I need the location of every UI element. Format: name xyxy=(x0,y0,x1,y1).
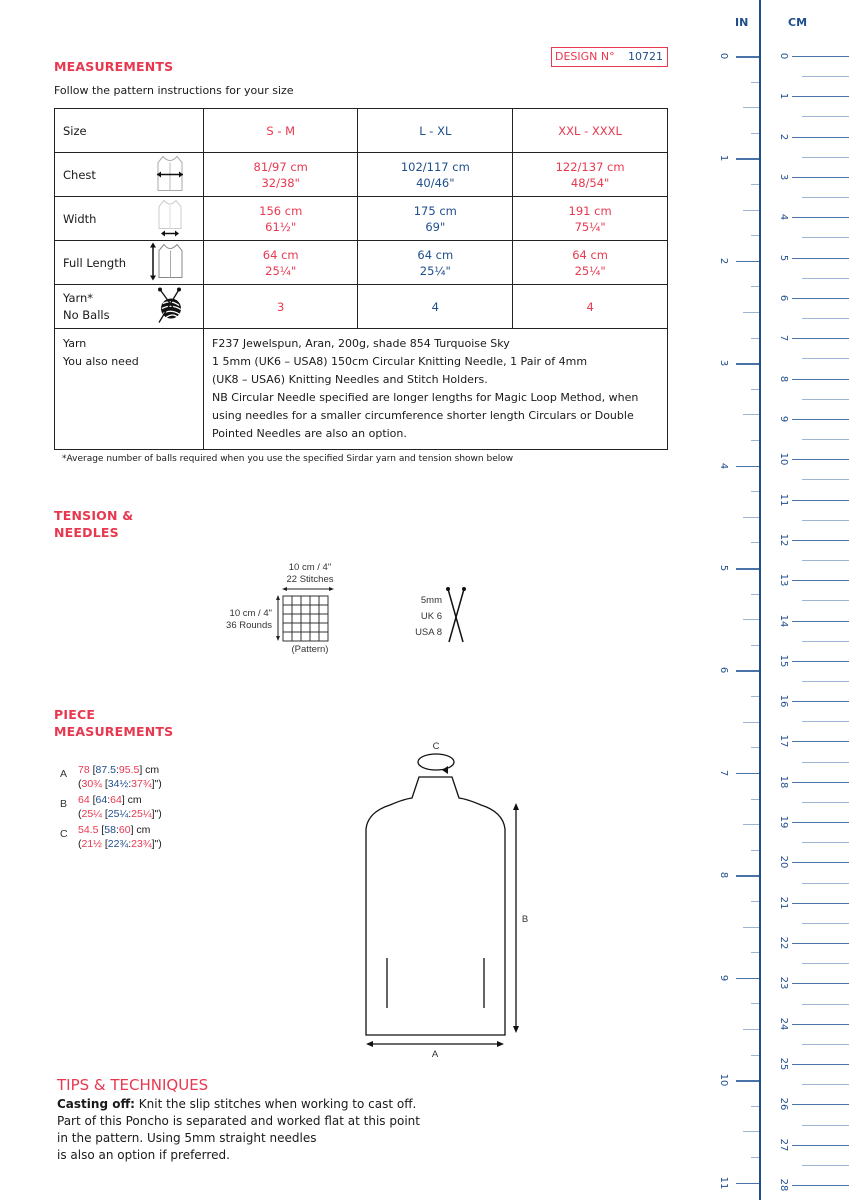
ruler-cm-number: 17 xyxy=(778,735,789,748)
garment-length-icon xyxy=(149,241,185,284)
ruler-cm-tick xyxy=(792,741,849,742)
ruler-cm-tick xyxy=(792,177,849,178)
design-number-label: DESIGN N° xyxy=(555,50,615,63)
piece-heading-line1: PIECE xyxy=(54,707,96,722)
ruler-half-cm-tick xyxy=(802,116,849,117)
ruler-inch-subtick xyxy=(743,927,759,928)
ruler-cm-number: 3 xyxy=(778,173,789,181)
ruler-cm-number: 27 xyxy=(778,1138,789,1152)
ruler-cm-number: 2 xyxy=(778,133,789,140)
tension-width-measure: 10 cm / 4" xyxy=(288,562,332,573)
measurements-intro: Follow the pattern instructions for your size xyxy=(54,84,294,97)
ruler-inch-tick xyxy=(736,56,759,58)
ruler-inch-number: 0 xyxy=(718,52,729,60)
ruler-inch-subtick xyxy=(751,491,759,492)
also-need-label: You also need xyxy=(63,355,139,368)
ruler-cm-number: 18 xyxy=(778,775,789,789)
ruler-cm-number: 0 xyxy=(778,52,789,60)
in-mid: 22¾ xyxy=(107,837,129,850)
yarn-balls-label: Yarn* xyxy=(63,290,94,305)
ruler-cm-number: 20 xyxy=(778,856,789,869)
ruler-inch-subtick xyxy=(751,1157,759,1158)
table-row-chest xyxy=(55,153,668,197)
length-xxl-cm: 64 cm xyxy=(572,247,609,262)
tips-line: in the pattern. Using 5mm straight needles xyxy=(57,1131,317,1145)
width-s-m-in: 61½" xyxy=(265,219,297,234)
ruler-inch-subtick xyxy=(751,235,759,236)
ruler-inch-tick xyxy=(736,363,759,365)
measurements-table xyxy=(54,108,668,450)
ruler-inch-subtick xyxy=(751,799,759,800)
ruler-cm-tick xyxy=(792,56,849,57)
ruler-inch-tick xyxy=(736,978,759,980)
yarn-value: F237 Jewelspun, Aran, 200g, shade 854 Turquoise Sky xyxy=(212,337,510,350)
ruler-inch-subtick xyxy=(751,1003,759,1004)
ruler-half-cm-tick xyxy=(802,318,849,319)
ruler-cm-tick xyxy=(792,217,849,218)
ruler-half-cm-tick xyxy=(802,197,849,198)
measurements-heading: MEASUREMENTS xyxy=(54,59,174,74)
ruler-cm-number: 1 xyxy=(778,93,789,100)
diagram-label-b: B xyxy=(521,914,529,925)
ruler-inch-number: 5 xyxy=(718,564,729,572)
design-number-value: 10721 xyxy=(628,50,663,63)
ruler-cm-tick xyxy=(792,379,849,380)
cm-mid: 64 xyxy=(95,794,108,806)
cm-mid: 87.5 xyxy=(95,764,116,776)
ruler-half-cm-tick xyxy=(802,520,849,521)
ruler-inch-subtick xyxy=(743,210,759,211)
tension-heading-line1: TENSION & xyxy=(54,508,134,523)
yarn-label: Yarn xyxy=(63,337,87,350)
length-l-xl-cm: 64 cm xyxy=(417,247,454,262)
table-row-full-length xyxy=(55,241,668,285)
ruler-cm-number: 13 xyxy=(778,573,789,587)
diagram-label-c: C xyxy=(432,741,440,752)
in-small: 21½ xyxy=(81,837,102,850)
cm-small: 54.5 xyxy=(78,824,99,836)
cm-large: 60 xyxy=(118,824,131,836)
length-l-xl-in: 25¼" xyxy=(419,263,451,278)
needle-size-mm: 5mm xyxy=(420,595,442,606)
ruler-inch-subtick xyxy=(751,542,759,543)
ruler-inch-number: 4 xyxy=(718,462,729,469)
yarn-balls-xxl: 4 xyxy=(513,285,668,329)
ruler-inch-tick xyxy=(736,773,759,775)
ruler-cm-number: 16 xyxy=(778,694,789,708)
chest-s-m-in: 32/38" xyxy=(261,175,300,190)
ruler-inch-number: 9 xyxy=(718,974,729,981)
ruler-half-cm-tick xyxy=(802,560,849,561)
ruler-cm-number: 14 xyxy=(778,614,789,627)
in-small: 25¼ xyxy=(81,807,102,820)
ruler-half-cm-tick xyxy=(802,358,849,359)
ruler-inch-subtick xyxy=(743,312,759,313)
ruler-inch-number: 6 xyxy=(718,667,729,674)
width-s-m-cm: 156 cm xyxy=(259,203,303,218)
ruler-half-cm-tick xyxy=(802,479,849,480)
ruler-inch-subtick xyxy=(751,901,759,902)
ruler-cm-number: 26 xyxy=(778,1097,789,1111)
ruler-inch-subtick xyxy=(751,696,759,697)
width-l-xl-in: 69" xyxy=(425,219,446,234)
needle-sizes xyxy=(406,593,442,641)
ruler-cm-tick xyxy=(792,661,849,662)
tension-pattern-label: (Pattern) xyxy=(291,644,329,655)
ruler-spine xyxy=(759,0,761,1200)
ruler-inch-number: 11 xyxy=(718,1176,729,1189)
ruler-cm-tick xyxy=(792,459,849,460)
ruler-inch-subtick xyxy=(751,747,759,748)
tips-line: Part of this Poncho is separated and worked flat at this point xyxy=(57,1114,420,1128)
piece-heading xyxy=(54,706,173,740)
length-s-m-in: 25¼" xyxy=(265,263,297,278)
piece-item-c: C 54.5 [58:60] cm (21½ [22¾:23¾]") xyxy=(60,824,162,850)
width-xxl-in: 75¼" xyxy=(574,219,606,234)
ruler-cm-tick xyxy=(792,782,849,783)
ruler-inch-number: 2 xyxy=(718,257,729,265)
ruler-cm-number: 10 xyxy=(778,452,789,466)
ruler-cm-tick xyxy=(792,822,849,823)
ruler-inch-label: IN xyxy=(735,16,749,29)
ruler-inch-subtick xyxy=(751,133,759,134)
ruler-cm-tick xyxy=(792,96,849,97)
ruler-half-cm-tick xyxy=(802,1004,849,1005)
knitting-needles-icon xyxy=(444,585,468,645)
width-xxl-cm: 191 cm xyxy=(568,203,612,218)
ruler-inch-tick xyxy=(736,466,759,468)
ruler-inch-subtick xyxy=(743,414,759,415)
ruler-half-cm-tick xyxy=(802,439,849,440)
yarn-balls-l-xl: 4 xyxy=(358,285,513,329)
tension-swatch-grid-icon xyxy=(274,585,340,643)
ruler-inch-number: 7 xyxy=(718,769,729,777)
ruler-inch-subtick xyxy=(751,1106,759,1107)
size-xxl-xxxl: XXL - XXXL xyxy=(513,109,668,153)
ruler-half-cm-tick xyxy=(802,157,849,158)
cm-mid: 58 xyxy=(104,824,116,836)
ruler-cm-number: 23 xyxy=(778,977,789,990)
ruler-inch-tick xyxy=(736,670,759,672)
ruler-cm-tick xyxy=(792,540,849,541)
table-row-yarn-balls xyxy=(55,285,668,329)
ruler-inch-subtick xyxy=(751,389,759,390)
width-l-xl-cm: 175 cm xyxy=(413,203,457,218)
tension-heading-line2: NEEDLES xyxy=(54,525,119,540)
yarn-ball-icon xyxy=(155,285,185,328)
ruler-cm-tick xyxy=(792,1104,849,1105)
ruler-cm-tick xyxy=(792,1064,849,1065)
chest-label: Chest xyxy=(63,167,96,182)
ruler-cm-number: 19 xyxy=(778,815,789,829)
ruler-cm-number: 28 xyxy=(778,1178,789,1192)
yarn-balls-s-m: 3 xyxy=(204,285,358,329)
needle-size-uk: UK 6 xyxy=(420,611,442,622)
ruler-inch-number: 1 xyxy=(718,155,729,162)
ruler-half-cm-tick xyxy=(802,278,849,279)
ruler-cm-tick xyxy=(792,1185,849,1186)
ruler-inch-subtick xyxy=(743,1029,759,1030)
ruler-inch-subtick xyxy=(751,338,759,339)
ruler-cm-tick xyxy=(792,298,849,299)
ruler-inch-subtick xyxy=(751,594,759,595)
ruler-half-cm-tick xyxy=(802,1084,849,1085)
ruler-half-cm-tick xyxy=(802,1044,849,1045)
in-large: 37¾ xyxy=(131,777,152,790)
ruler-half-cm-tick xyxy=(802,681,849,682)
ruler-half-cm-tick xyxy=(802,1165,849,1166)
table-row-size xyxy=(55,109,668,153)
ruler-half-cm-tick xyxy=(802,842,849,843)
in-large: 23¾ xyxy=(131,837,152,850)
in-mid: 25¼ xyxy=(107,807,129,820)
ruler-inch-number: 10 xyxy=(718,1073,729,1087)
size-s-m: S - M xyxy=(204,109,358,153)
ruler-cm-tick xyxy=(792,137,849,138)
footnote: *Average number of balls required when you use the specified Sirdar yarn and tension shown below xyxy=(62,454,514,464)
in-large: 25¼ xyxy=(131,807,152,820)
tips-line: Knit the slip stitches when working to cast off. xyxy=(134,1097,417,1111)
width-label: Width xyxy=(63,211,97,226)
piece-letter: B xyxy=(60,798,68,810)
ruler-half-cm-tick xyxy=(802,237,849,238)
ruler-inch-subtick xyxy=(743,107,759,108)
ruler-inch-number: 8 xyxy=(718,872,729,879)
ruler-inch-tick xyxy=(736,261,759,263)
ruler-half-cm-tick xyxy=(802,883,849,884)
also-need-line: 1 5mm (UK6 – USA8) 150cm Circular Knitting Needle, 1 Pair of 4mm xyxy=(212,355,588,368)
ruler-inch-subtick xyxy=(751,952,759,953)
ruler-cm-number: 4 xyxy=(778,214,789,221)
ruler-inch-subtick xyxy=(751,286,759,287)
ruler-half-cm-tick xyxy=(802,1125,849,1126)
ruler-cm-number: 8 xyxy=(778,375,789,382)
size-label: Size xyxy=(55,109,204,153)
ruler-half-cm-tick xyxy=(802,721,849,722)
ruler-cm-number: 11 xyxy=(778,493,789,506)
also-need-line: NB Circular Needle specified are longer lengths for Magic Loop Method, when xyxy=(212,391,639,404)
ruler-inch-subtick xyxy=(743,517,759,518)
no-balls-label: No Balls xyxy=(63,307,110,322)
ruler-half-cm-tick xyxy=(802,963,849,964)
length-xxl-in: 25¼" xyxy=(574,263,606,278)
ruler-inch-subtick xyxy=(751,82,759,83)
garment-chest-icon xyxy=(155,154,185,195)
ruler-cm-tick xyxy=(792,1024,849,1025)
cm-large: 64 xyxy=(110,794,122,806)
ruler-cm-tick xyxy=(792,500,849,501)
ruler-cm-tick xyxy=(792,580,849,581)
ruler-inch-tick xyxy=(736,875,759,877)
ruler-inch-subtick xyxy=(751,1055,759,1056)
ruler-cm-tick xyxy=(792,983,849,984)
ruler-inch-subtick xyxy=(743,619,759,620)
ruler-inch-tick xyxy=(736,568,759,570)
design-number-box xyxy=(551,47,668,67)
piece-letter: C xyxy=(60,828,68,840)
piece-item-a: A 78 [87.5:95.5] cm (30¾ [34½:37¾]") xyxy=(60,764,162,790)
poncho-schematic-diagram xyxy=(350,730,540,1070)
ruler-cm-number: 9 xyxy=(778,415,789,423)
tension-width-label xyxy=(270,562,350,586)
size-l-xl: L - XL xyxy=(358,109,513,153)
tips-heading: TIPS & TECHNIQUES xyxy=(57,1076,209,1094)
in-mid: 34½ xyxy=(107,777,129,790)
tension-height-measure: 10 cm / 4" xyxy=(229,608,272,619)
ruler-half-cm-tick xyxy=(802,600,849,601)
also-need-line: Pointed Needles are also an option. xyxy=(212,427,407,440)
tension-heading xyxy=(54,507,133,541)
ruler-cm-tick xyxy=(792,258,849,259)
needle-size-usa: USA 8 xyxy=(415,627,442,638)
tips-body xyxy=(57,1096,457,1164)
ruler-half-cm-tick xyxy=(802,76,849,77)
ruler-cm-number: 24 xyxy=(778,1017,789,1031)
piece-measurement-list xyxy=(60,764,162,854)
chest-xxl-cm: 122/137 cm xyxy=(555,159,625,174)
ruler-cm-tick xyxy=(792,621,849,622)
ruler-inch-subtick xyxy=(751,645,759,646)
full-length-label: Full Length xyxy=(63,255,126,270)
tension-rounds: 36 Rounds xyxy=(226,620,272,631)
garment-width-icon xyxy=(155,198,185,239)
ruler-inch-tick xyxy=(736,1080,759,1082)
chest-s-m-cm: 81/97 cm xyxy=(253,159,308,174)
tension-stitches: 22 Stitches xyxy=(286,574,334,585)
ruler-cm-tick xyxy=(792,903,849,904)
ruler-cm-number: 15 xyxy=(778,654,789,668)
table-row-width xyxy=(55,197,668,241)
ruler-half-cm-tick xyxy=(802,802,849,803)
ruler-inch-subtick xyxy=(751,184,759,185)
in-small: 30¾ xyxy=(81,777,102,790)
ruler-cm-tick xyxy=(792,338,849,339)
ruler-cm-number: 21 xyxy=(778,896,789,910)
ruler-half-cm-tick xyxy=(802,762,849,763)
ruler-cm-number: 7 xyxy=(778,335,789,342)
ruler-cm-label: CM xyxy=(788,16,808,29)
ruler-inch-subtick xyxy=(743,722,759,723)
ruler-inch-tick xyxy=(736,1183,759,1185)
ruler-inch-subtick xyxy=(743,1131,759,1132)
piece-letter: A xyxy=(60,768,68,780)
ruler-inch-subtick xyxy=(751,440,759,441)
tips-bold-lead: Casting off: xyxy=(57,1097,135,1111)
measuring-ruler xyxy=(699,0,849,1200)
ruler-cm-tick xyxy=(792,943,849,944)
diagram-label-a: A xyxy=(431,1049,439,1060)
ruler-cm-number: 5 xyxy=(778,254,789,261)
length-s-m-cm: 64 cm xyxy=(262,247,299,262)
ruler-cm-number: 12 xyxy=(778,533,789,547)
ruler-cm-tick xyxy=(792,862,849,863)
ruler-inch-subtick xyxy=(751,850,759,851)
piece-item-b: B 64 [64:64] cm (25¼ [25¼:25¼]") xyxy=(60,794,162,820)
ruler-half-cm-tick xyxy=(802,641,849,642)
tips-line: is also an option if preferred. xyxy=(57,1148,230,1162)
chest-xxl-in: 48/54" xyxy=(570,175,610,190)
neck-circumference xyxy=(418,754,454,770)
also-need-line: using needles for a smaller circumference shorter length Circulars or Double xyxy=(212,409,634,422)
chest-l-xl-in: 40/46" xyxy=(416,175,455,190)
ruler-inch-number: 3 xyxy=(718,360,729,367)
ruler-cm-number: 25 xyxy=(778,1057,789,1071)
ruler-half-cm-tick xyxy=(802,923,849,924)
tension-height-label xyxy=(210,608,272,632)
ruler-cm-number: 6 xyxy=(778,294,789,302)
cm-large: 95.5 xyxy=(118,764,140,776)
piece-heading-line2: MEASUREMENTS xyxy=(54,724,174,739)
also-need-line: (UK8 – USA6) Knitting Needles and Stitch Holders. xyxy=(212,373,488,386)
ruler-cm-tick xyxy=(792,701,849,702)
chest-l-xl-cm: 102/117 cm xyxy=(400,159,470,174)
ruler-inch-tick xyxy=(736,158,759,160)
cm-small: 64 xyxy=(78,794,90,806)
cm-small: 78 xyxy=(78,764,90,776)
ruler-cm-number: 22 xyxy=(778,936,789,950)
ruler-inch-subtick xyxy=(743,824,759,825)
ruler-cm-tick xyxy=(792,419,849,420)
table-row-yarn-details xyxy=(55,329,668,450)
ruler-cm-tick xyxy=(792,1145,849,1146)
ruler-half-cm-tick xyxy=(802,399,849,400)
